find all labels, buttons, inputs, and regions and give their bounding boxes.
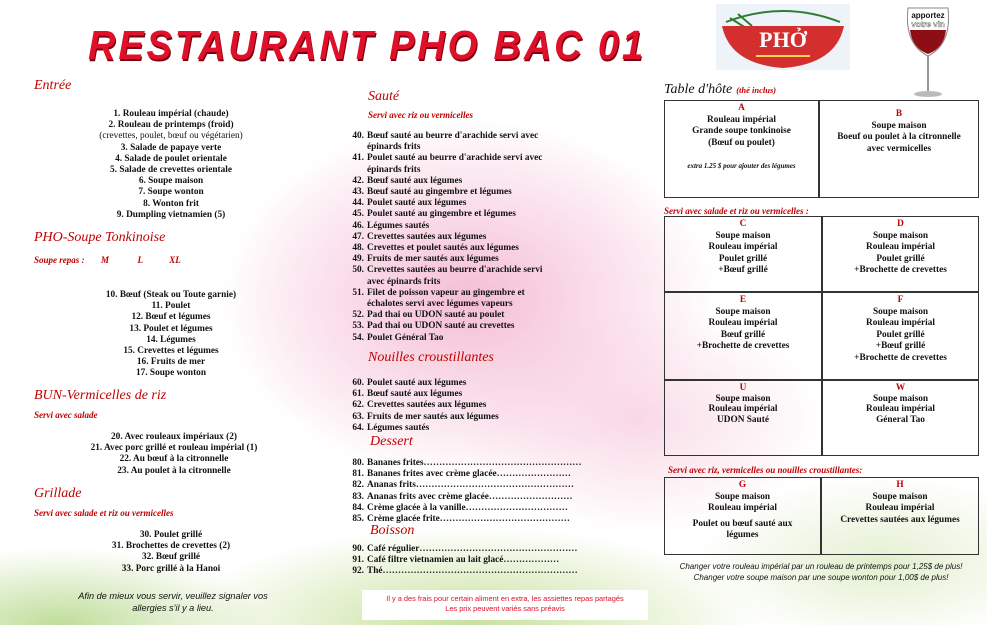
change-notes [660,562,982,583]
box-line: Grande soupe tonkinoise [692,126,791,137]
list-item-cont: épinards frits [367,142,421,153]
list-item: 17. Soupe wonton [135,368,206,379]
box-letter: G [738,480,747,490]
list-item: 51. Filet de poisson vapeur au gingembre et [352,287,525,298]
menu-box-u [664,380,822,456]
bun-subtitle: Servi avec salade [34,410,98,420]
box-line: Soupe maison [714,491,771,502]
box-line: Poulet grillé [876,329,925,340]
box-line: avec vermicelles [866,143,932,154]
box-line: Soupe maison [715,306,771,317]
list-item: 23. Au poulet à la citronnelle [117,465,231,476]
bun-heading: BUN-Vermicelles de riz [34,388,167,403]
box-line: Soupe maison [715,393,771,404]
list-item: 12. Bœuf et légumes [131,312,211,323]
list-item: 13. Poulet et légumes [129,323,213,334]
grillade-subtitle: Servi avec salade et riz ou vermicelles [34,508,174,518]
box-line: +Brochette de crevettes [696,341,790,352]
dessert-heading: Dessert [370,434,413,449]
box-line: Poulet grillé [718,253,768,264]
table-hote-note: (thé inclus) [736,85,777,95]
table-hote-heading [664,80,776,98]
box-line: UDON Sauté [717,414,769,425]
box-line: +Brochette de crevettes [854,265,947,276]
list-item: 50. Crevettes sautées au beurre d'arachide servi [352,265,543,276]
saute-list [345,131,543,344]
box-line: +Bœuf grillé [875,341,926,352]
sizes-label: Soupe repas : [34,255,85,265]
allergy-note-line: Afin de mieux vous servir, veuillez signaler vos [78,591,268,601]
box-line: Bœuf grillé [720,329,766,340]
box-line: Rouleau impérial [866,404,935,415]
list-item: 60. Poulet sauté aux légumes [352,378,467,388]
pho-sizes [34,255,181,265]
list-item: 22. Au bœuf à la citronnelle [119,454,229,465]
box-line: +Bœuf grillé [718,265,768,276]
list-item: 64. Légumes sautés [352,422,430,433]
box-line: Soupe maison [872,306,929,317]
list-item: 2. Rouleau de printemps (froid) [108,120,234,131]
list-item: 62. Crevettes sautées aux légumes [352,400,487,411]
box-line: Crevettes sautées aux légumes [840,514,960,525]
list-item: 85. Crème glacée frite…………………………………… [352,514,570,525]
price-notice [362,590,648,620]
box-letter: B [895,109,903,119]
box-line: Soupe maison [715,230,771,241]
pho-heading: PHO-Soupe Tonkinoise [34,230,166,245]
list-item: 63. Fruits de mer sautés aux légumes [352,411,499,422]
box-letter: C [739,219,747,229]
list-item: 46. Légumes sautés [352,220,430,231]
box-line: Poulet grillé [876,253,925,264]
list-item: 52. Pad thai ou UDON sauté au poulet [352,310,505,321]
list-item: 32. Bœuf grillé [141,552,201,563]
restaurant-title: RESTAURANT PHO BAC 01 [88,22,646,68]
list-item: 30. Poulet grillé [139,530,203,540]
bun-list [54,432,294,477]
size-m: M [101,255,110,265]
list-item: 7. Soupe wonton [138,187,204,198]
list-item: 40. Bœuf sauté au beurre d'arachide servi avec [352,131,539,141]
allergy-note [48,591,298,614]
box-line: Soupe maison [871,120,927,131]
menu-box-g [664,477,821,555]
box-line: Soupe maison [872,491,928,502]
entree-list [60,109,282,221]
list-item: 54. Poulet Général Tao [352,332,444,343]
list-item: 81. Bananes frites avec crème glacée…………………… [352,469,571,480]
list-item: 31. Brochettes de crevettes (2) [111,541,231,552]
grillade-list [60,530,282,575]
list-item: 42. Bœuf sauté aux légumes [352,175,463,186]
nouilles-list [345,378,499,434]
list-item: 90. Café régulier…………………………………………… [352,544,578,554]
list-item: 11. Poulet [151,301,191,312]
box-line: Rouleau impérial [866,242,935,253]
list-item: 49. Fruits de mer sautés aux légumes [352,254,499,265]
list-item: 21. Avec porc grillé et rouleau impérial (1) [90,443,258,454]
list-item: 33. Porc grillé à la Hanoi [121,563,221,574]
menu-box-f [822,292,979,380]
box-line: Soupe maison [872,230,929,241]
box-line: Poulet ou bœuf sauté aux [692,518,793,529]
box-letter: U [739,383,747,393]
box-line: Rouleau impérial [708,404,778,415]
box-line: Rouleau impérial [707,114,776,125]
box-letter: A [738,103,745,113]
size-xl: XL [169,255,181,265]
box-line: Rouleau impérial [708,503,777,514]
list-item: 10. Bœuf (Steak ou Toute garnie) [105,290,237,300]
list-item-cont: avec épinards frits [367,276,441,287]
table-hote-title: Table d'hôte [664,82,733,97]
svg-text:apportez: apportez [911,11,945,20]
saute-heading: Sauté [368,89,400,104]
box-line: légumes [726,530,759,541]
box-line: +Brochette de crevettes [854,352,947,363]
list-item: 8. Wonton frit [143,198,199,209]
list-item: 48. Crevettes et poulet sautés aux légumes [352,243,519,254]
list-item: 45. Poulet sauté au gingembre et légumes [352,209,516,220]
boisson-list [345,544,578,578]
list-item-cont: échalotes servi avec légumes vapeurs [367,299,513,310]
list-item: 41. Poulet sauté au beurre d'arachide servi avec [352,153,543,164]
change-note-line: Changer votre soupe maison par une soupe wonton pour 1,00$ de plus! [693,572,949,582]
list-item: (crevettes, poulet, bœuf ou végétarien) [99,131,243,142]
allergy-note-line: allergies s'il y a lieu. [132,602,214,613]
box-line: Boeuf ou poulet à la citronnelle [837,132,961,143]
svg-text:votre vin: votre vin [911,20,945,29]
logo-text: PHỞ [759,27,807,52]
box-line: Géneral Tao [876,414,925,425]
menu-box-e [664,292,822,380]
box-letter: H [896,480,904,490]
list-item: 14. Légumes [146,334,196,345]
list-item: 4. Salade de poulet orientale [115,153,227,164]
menu-box-b [819,100,979,198]
bring-your-wine-badge [902,4,954,100]
box-line: Rouleau impérial [866,318,935,329]
saute-subtitle: Servi avec riz ou vermicelles [368,110,473,120]
list-item: 43. Bœuf sauté au gingembre et légumes [352,187,512,198]
list-item: 84. Crème glacée à la vanille…………………………… [352,502,568,513]
pho-list [60,290,282,380]
list-item: 83. Ananas frits avec crème glacée……………………… [352,491,573,502]
boisson-heading: Boisson [370,523,415,538]
dessert-list [345,458,582,525]
list-item: 3. Salade de papaye verte [120,142,222,153]
box-line: Rouleau impérial [708,318,778,329]
box-line: Soupe maison [872,393,929,404]
change-note-line: Changer votre rouleau impérial par un rouleau de printemps pour 1,25$ de plus! [679,562,963,571]
grillade-heading: Grillade [34,486,82,501]
list-item: 15. Crevettes et légumes [123,346,219,357]
menu-box-d [822,216,979,292]
box-letter: F [897,295,904,305]
box-letter: E [739,295,747,305]
list-item: 1. Rouleau impérial (chaude) [113,109,229,119]
list-item: 82. Ananas frits…………………………………………… [352,480,574,491]
list-item: 9. Dumpling vietnamien (5) [116,209,226,220]
list-item: 91. Café filtre vietnamien au lait glacé……………… [352,555,560,566]
box-letter: D [897,219,904,229]
list-item: 44. Poulet sauté aux légumes [352,198,467,209]
list-item: 80. Bananes frites…………………………………………… [352,458,582,468]
list-item: 20. Avec rouleaux impériaux (2) [111,432,237,442]
box-line: (Bœuf ou poulet) [708,137,775,148]
box-letter: W [895,383,906,393]
pho-logo [716,4,850,70]
list-item: 16. Fruits de mer [136,357,206,368]
menu-box-h [821,477,979,555]
notice-line: Les prix peuvent variés sans préavis [445,604,565,613]
list-item-cont: épinards frits [367,164,421,175]
entree-heading: Entrée [34,78,72,93]
list-item: 5. Salade de crevettes orientale [110,165,232,176]
list-item: 6. Soupe maison [138,176,204,187]
section-salade-riz: Servi avec salade et riz ou vermicelles : [664,206,809,216]
box-note: extra 1.25 $ pour ajouter des légumes [687,162,796,171]
menu-box-c [664,216,822,292]
list-item: 61. Bœuf sauté aux légumes [352,389,463,400]
list-item: 53. Pad thai ou UDON sauté au crevettes [352,321,515,332]
section-riz-nouilles: Servi avec riz, vermicelles ou nouilles croustillantes: [668,465,863,475]
box-line: Rouleau impérial [708,242,778,253]
size-l: L [137,255,143,265]
list-item: 47. Crevettes sautées aux légumes [352,231,487,242]
notice-line: Il y a des frais pour certain aliment en extra, les assiettes repas partagés [386,594,624,603]
menu-box-a [664,100,819,198]
box-line: Rouleau impérial [865,503,935,514]
menu-box-w [822,380,979,456]
nouilles-heading: Nouilles croustillantes [368,350,494,365]
list-item: 92. Thé……………………………………………………… [352,566,578,577]
